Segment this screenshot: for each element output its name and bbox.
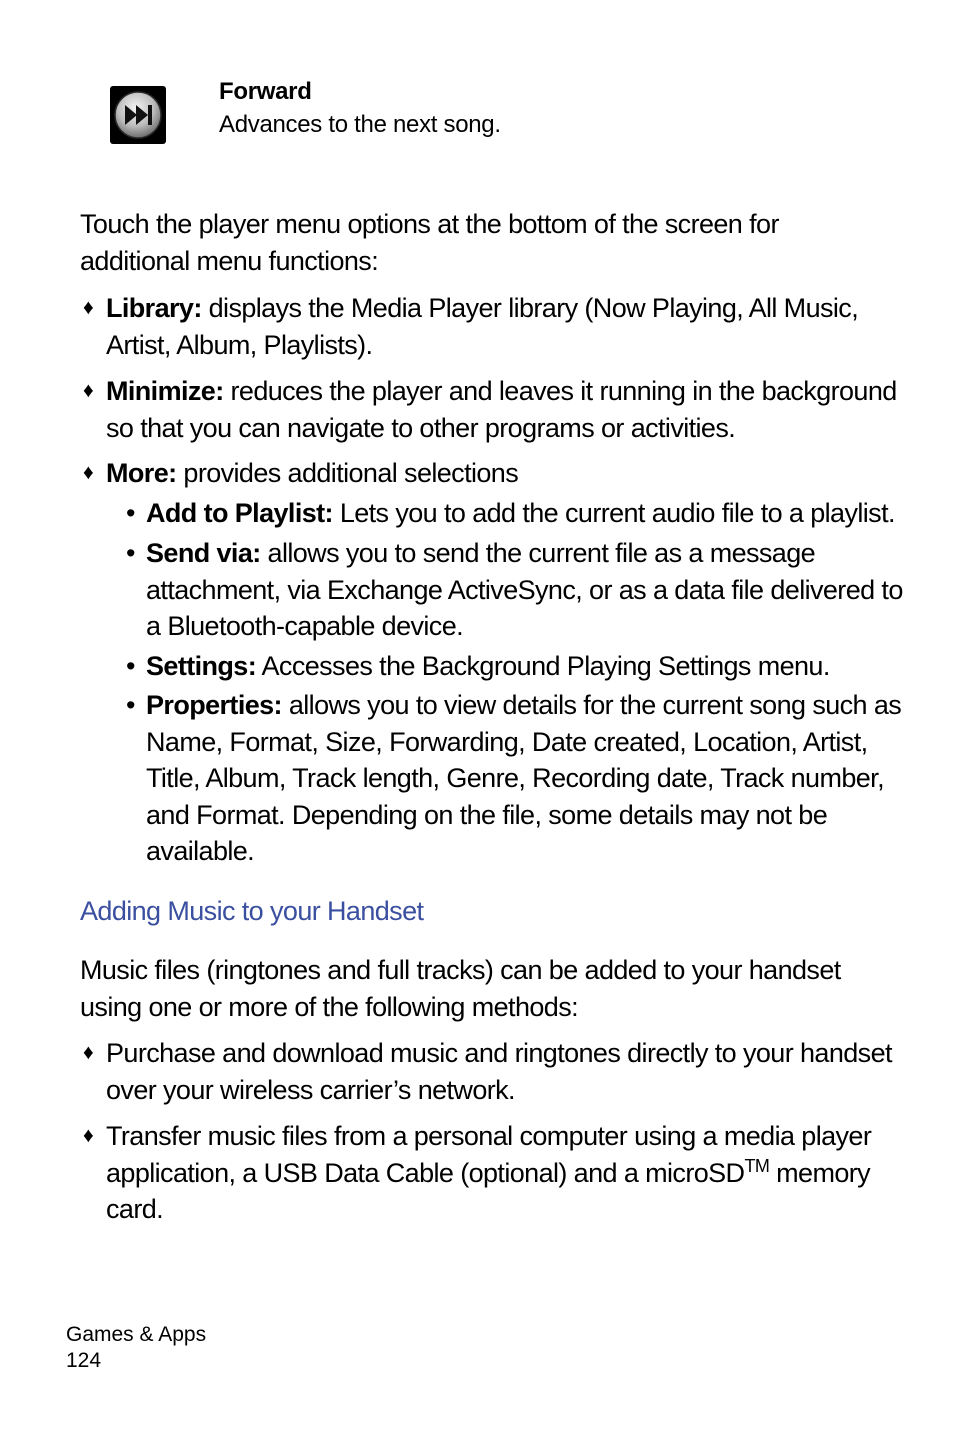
list-item-purchase: [83, 1035, 906, 1108]
list-item-transfer: [83, 1118, 906, 1228]
option-label: Minimize:: [106, 376, 224, 406]
option-text: allows you to view details for the current song such as Name, Format, Size, Forwarding, Date created, Location, Artist, Title, Album, Track length, Genre, Recording date, Track number, and Format. Depending on the file, some details may not be available.: [146, 690, 902, 866]
fast-forward-icon: [110, 86, 166, 144]
bullet-dot-icon: •: [126, 498, 135, 528]
forward-title: Forward: [219, 78, 312, 105]
list-item-minimize: [83, 373, 906, 446]
footer-section: Games & Apps: [66, 1323, 207, 1346]
sub-item-properties: [126, 687, 906, 870]
diamond-bullet-icon: ♦: [83, 1124, 94, 1147]
bullet-dot-icon: •: [126, 690, 135, 720]
list-item-library: [83, 290, 906, 363]
diamond-bullet-icon: ♦: [83, 296, 94, 319]
sub-item-add-to-playlist: [126, 495, 906, 532]
diamond-bullet-icon: ♦: [83, 379, 94, 402]
trademark-sup: TM: [744, 1155, 770, 1176]
option-label: Add to Playlist:: [146, 498, 333, 528]
bullet-dot-icon: •: [126, 538, 135, 568]
option-text: displays the Media Player library (Now Playing, All Music, Artist, Album, Playlists).: [106, 293, 859, 360]
section-heading: Adding Music to your Handset: [80, 896, 424, 926]
bullet-dot-icon: •: [126, 651, 135, 681]
option-label: More:: [106, 458, 177, 488]
method-text: Purchase and download music and ringtones directly to your handset over your wireless carrier’s network.: [106, 1038, 892, 1105]
section-intro: Music files (ringtones and full tracks) can be added to your handset using one or more of the following methods:: [80, 955, 841, 1022]
method-text: Transfer music files from a personal computer using a media player application, a USB Data Cable (optional) and a microSD: [106, 1121, 872, 1188]
page-number: 124: [66, 1349, 102, 1372]
diamond-bullet-icon: ♦: [83, 461, 94, 484]
forward-description: Advances to the next song.: [219, 111, 501, 138]
option-label: Properties:: [146, 690, 282, 720]
option-text: allows you to send the current file as a message attachment, via Exchange ActiveSync, or as a data file delivered to a Bluetooth-capable device.: [146, 538, 903, 641]
list-item-more: [83, 455, 906, 492]
option-text: reduces the player and leaves it running in the background so that you can navigate to other programs or activities.: [106, 376, 897, 443]
option-text: provides additional selections: [176, 458, 519, 488]
diamond-bullet-icon: ♦: [83, 1041, 94, 1064]
option-label: Send via:: [146, 538, 261, 568]
option-label: Settings:: [146, 651, 257, 681]
sub-item-settings: [126, 648, 906, 685]
intro-paragraph: Touch the player menu options at the bottom of the screen for additional menu functions:: [80, 209, 779, 276]
option-text: Lets you to add the current audio file to a playlist.: [332, 498, 895, 528]
method-text-end: memory card.: [106, 1157, 871, 1224]
option-text: Accesses the Background Playing Settings menu.: [256, 651, 830, 681]
option-label: Library:: [106, 293, 202, 323]
sub-item-send-via: [126, 535, 906, 645]
